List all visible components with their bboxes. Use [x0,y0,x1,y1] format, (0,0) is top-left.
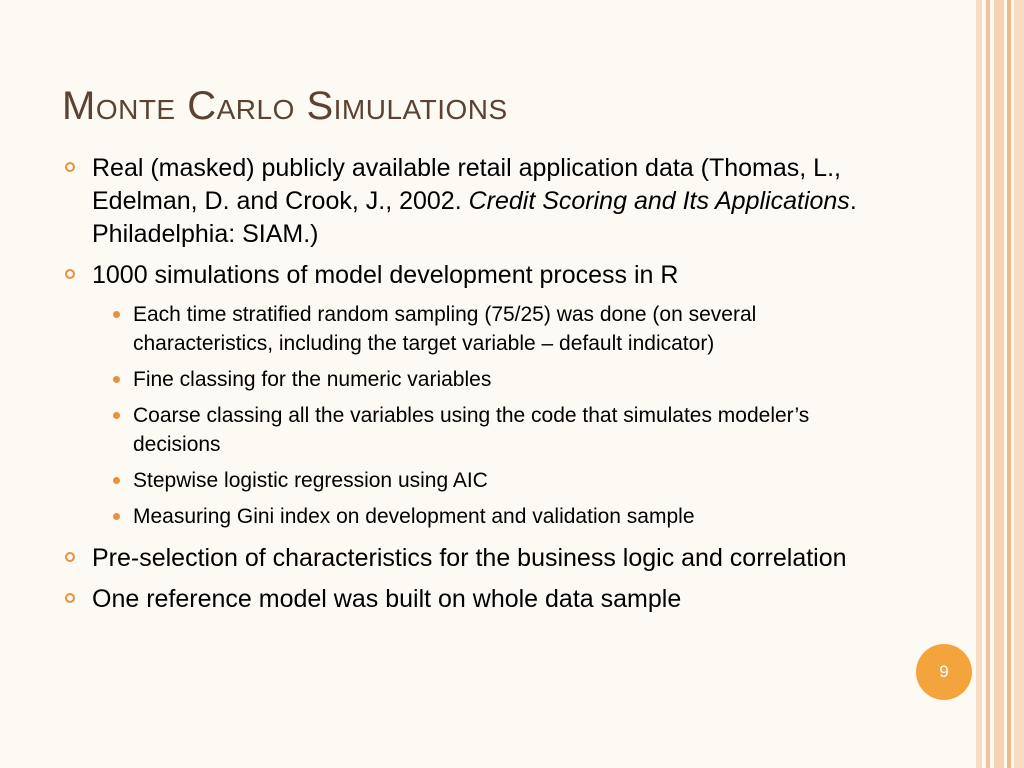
sub-bullet-text: Stepwise logistic regression using AIC [133,469,488,492]
bullet-item [62,259,902,292]
stripe [1007,0,1011,768]
dot-bullet-icon [113,376,120,383]
ring-bullet-icon [65,593,75,603]
sub-bullet-item [62,300,902,358]
sub-bullet-list [62,300,902,531]
bullet-text-part: Real (masked) publicly available retail application data (Thomas, L., Edelman, D. and Crook, J., 2002. [92,154,841,215]
sub-bullet-text: Measuring Gini index on development and validation sample [133,505,695,528]
bullet-item [62,542,902,575]
bullet-item [62,152,902,251]
dot-bullet-icon [113,513,120,520]
bullet-text: One reference model was built on whole data sample [92,585,682,613]
sub-bullet-text: Fine classing for the numeric variables [133,368,492,391]
stripe [994,0,1004,768]
sub-bullet-item [62,502,902,531]
sub-bullet-item [62,466,902,495]
dot-bullet-icon [113,412,120,419]
ring-bullet-icon [65,552,75,562]
sub-bullet-text: Each time stratified random sampling (75/25) was done (on several characteristics, including the target variable – default indicator) [133,303,757,355]
slide-title: Monte Carlo Simulations [62,84,508,128]
sub-bullet-item [62,365,902,394]
bullet-text: Pre-selection of characteristics for the business logic and correlation [92,544,847,572]
bullet-item [62,583,902,616]
bullet-text-part: . Philadelphia: SIAM.) [92,187,857,248]
citation-title: Credit Scoring and Its Applications [468,187,850,215]
dot-bullet-icon [113,311,120,318]
stripe [1014,0,1024,768]
slide-content [62,152,902,624]
stripe [986,0,990,768]
stripe [976,0,982,768]
page-number-badge: 9 [916,644,972,700]
ring-bullet-icon [65,269,75,279]
decorative-stripes [976,0,1024,768]
sub-bullet-text: Coarse classing all the variables using the code that simulates modeler’s decisions [133,404,810,456]
dot-bullet-icon [113,477,120,484]
sub-bullet-item [62,401,902,459]
ring-bullet-icon [65,162,75,172]
bullet-text: 1000 simulations of model development process in R [92,261,679,289]
